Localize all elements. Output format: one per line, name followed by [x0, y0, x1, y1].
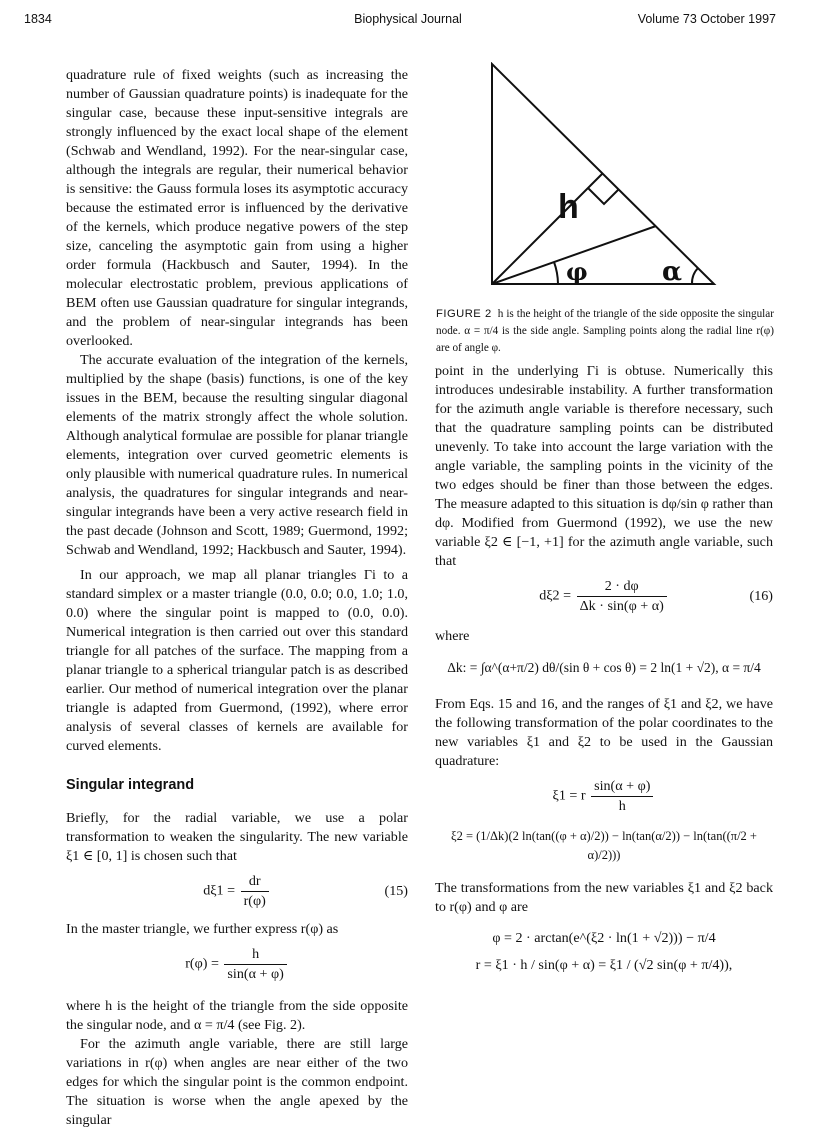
- equation-r-back: r = ξ1 · h / sin(φ + α) = ξ1 / (√2 sin(φ + π/4)),: [475, 957, 733, 973]
- numerator: dr: [241, 872, 269, 892]
- section-heading: Singular integrand: [66, 777, 195, 793]
- paragraph: where: [435, 628, 470, 644]
- paragraph: where h is the height of the triangle from the side opposite the singular node, and α = π/4 (see Fig. 2).: [66, 998, 408, 1033]
- equation-xi2: ξ2 = (1/Δk)(2 ln(tan((φ + α)/2)) − ln(tan(α/2)) − ln(tan((π/2 + α)/2))): [451, 829, 757, 862]
- equation-number: (15): [384, 883, 408, 899]
- volume-info: Volume 73 October 1997: [637, 12, 776, 26]
- paragraph: quadrature rule of fixed weights (such as increasing the number of Gaussian quadrature points) is inadequate for the singular case, because these input-sensitive integrals are strongly influenced by the exact local shape of the element (Schwab and Wendland, 1992). For the near-singular case, although the integrals are regular, their numerical behavior is sensitive: the Gauss formula loses its asymptotic accuracy because the estimated error is influenced by the derivative of the kernels, which produce negative powers of the step size, canceling the asymptotic gain from using a higher order formula (Hackbusch and Sauter, 1994). In the molecular electrostatic problem, previous applications of BEM often use Gaussian quadrature for singular integrands, and the problem of near-singular integrands has been overlooked.: [66, 67, 408, 349]
- equation-lhs: ξ1 = r: [552, 787, 586, 804]
- equation-16: [435, 577, 773, 621]
- page-number: 1834: [24, 12, 52, 26]
- denominator: sin(α + φ): [227, 966, 284, 982]
- equation-lhs: dξ2 =: [539, 587, 572, 604]
- equation-fraction: [224, 945, 286, 984]
- equation-lhs: dξ1 =: [203, 882, 236, 899]
- paragraph: Briefly, for the radial variable, we use a polar transformation to weaken the singularity. The new variable ξ1 ∈ [0, 1] is chosen such that: [66, 810, 408, 864]
- paragraph: The accurate evaluation of the integration of the kernels, multiplied by the shape (basis) functions, is one of the key issues in the BEM, because the resulting singular diagonal elements of the matrix strongly affect the whole solution. Although analytical formulae are possible for planar triangle elements, integration over curved geometric elements is only plausible with numerical quadrature rules. In numerical analysis, the quadratures for singular integrands and near-singular integrands have been a very active research field in the past decade (Johnson and Scott, 1989; Guermond, 1992; Schwab and Wendland, 1992; Hackbusch and Sauter, 1994).: [66, 352, 408, 558]
- equation-fraction: [591, 777, 653, 816]
- figure-label: FIGURE 2: [436, 308, 492, 320]
- equation-phi: φ = 2 · arctan(e^(ξ2 · ln(1 + √2))) − π/4: [492, 930, 716, 946]
- equation-number: (16): [749, 588, 773, 604]
- numerator: h: [224, 945, 286, 965]
- paragraph: point in the underlying Γi is obtuse. Numerically this introduces undesirable instability. A further transformation for the azimuth angle variable is therefore necessary, such that the quadrature sampling points can be distributed unevenly. To take into account the large variation with the angle variable, the sampling points in the vicinity of the two edges should be finer than those between the edges. The measure adapted to this situation is dφ/sin φ rather than dφ. Modified from Guermond (1992), we use the new variable ξ2 ∈ [−1, +1] for the azimuth angle variable, such that: [435, 363, 773, 569]
- denominator: Δk · sin(φ + α): [579, 598, 664, 614]
- label-h: h: [558, 188, 579, 226]
- paragraph: In the master triangle, we further express r(φ) as: [66, 921, 339, 937]
- figure-caption: [436, 306, 774, 357]
- right-column: [435, 362, 773, 983]
- equation-fraction: [241, 872, 269, 911]
- phi-arc: [554, 262, 558, 284]
- paragraph: In our approach, we map all planar triangles Γi to a standard simplex or a master triangle (0.0, 0.0; 0.0, 1.0; 1.0, 0.0) where the singular point is mapped to (0.0, 0.0). Numerical integration is then carried out over this standard triangle for all patches of the surface. The mapping from a planar triangle to a spherical triangular patch is as described earlier. Our method of numerical integration over the planar triangle is adapted from Guermond, (1992), where error analysis of several classes of kernels are available for curved elements.: [66, 567, 408, 754]
- label-phi: φ: [566, 257, 588, 286]
- equation-xi1: [435, 777, 773, 821]
- right-angle-marker: [588, 188, 618, 204]
- equation-lhs: r(φ) =: [185, 955, 219, 972]
- numerator: sin(α + φ): [591, 777, 653, 797]
- label-alpha: α: [662, 257, 683, 287]
- equation-r: [66, 945, 408, 991]
- journal-name: Biophysical Journal: [354, 12, 462, 26]
- paragraph: For the azimuth angle variable, there are still large variations in r(φ) when angles are near either of the two edges for which the singular point is the common endpoint. The situation is worse when the angle apexed by the singular: [66, 1036, 408, 1128]
- denominator: r(φ): [243, 893, 266, 909]
- figure-2-triangle: [436, 62, 772, 290]
- numerator: 2 · dφ: [577, 577, 667, 597]
- equation-fraction: [577, 577, 667, 616]
- alpha-arc: [692, 268, 698, 284]
- paragraph: From Eqs. 15 and 16, and the ranges of ξ1 and ξ2, we have the following transformation of the polar coordinates to the new variables ξ1 and ξ2 to be used in the Gaussian quadrature:: [435, 696, 773, 769]
- denominator: h: [618, 798, 626, 814]
- caption-text: h is the height of the triangle of the side opposite the singular node. α = π/4 is the side angle. Sampling points along the radial line r(φ) are of angle φ.: [436, 308, 774, 354]
- equation-delta: Δk: = ∫α^(α+π/2) dθ/(sin θ + cos θ) = 2 ln(1 + √2), α = π/4: [447, 660, 761, 675]
- equation-15: [66, 872, 408, 914]
- paragraph: The transformations from the new variables ξ1 and ξ2 back to r(φ) and φ are: [435, 880, 773, 915]
- left-column: [66, 66, 408, 1130]
